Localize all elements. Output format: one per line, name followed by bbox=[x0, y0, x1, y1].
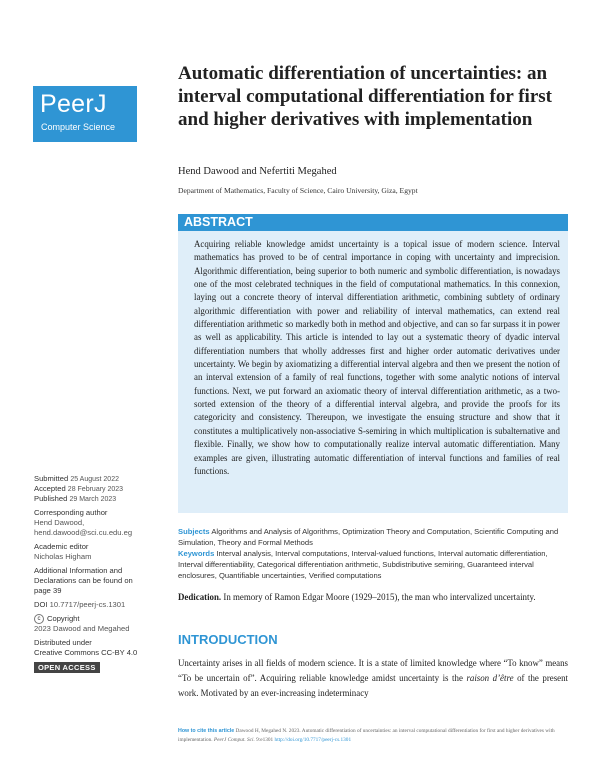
doi-link[interactable]: 10.7717/peerj-cs.1301 bbox=[49, 600, 126, 609]
citation-footer bbox=[178, 727, 573, 744]
abstract-text: Acquiring reliable knowledge amidst uncertainty is a topical issue of modern science. Interval mathematics has proved to be of central importance in coping with uncertainty and imprecision. Algorithmic differentiation, being superior to both numeric and symbolic differentiation, is nowadays one of the most celebrated techniques in the field of computational mathematics. In this connexion, laying out a concrete theory of interval differentiation arithmetic, combining subtlety of ordinary algorithmic differentiation with power and reliability of interval mathematics, can extend real differentiation arithmetic so markedly both in method and objective, and can so far surpass it in power as well as applicability. This article is intended to lay out a systematic theory of dyadic interval differentiation numbers that wholly addresses first and higher order automatic derivatives under uncertainty. We begin by axiomatizing a differential interval algebra and then we present the notion of an interval extension of a family of real functions, together with some analytic notions of interval functions. Next, we put forward an axiomatic theory of interval differentiation arithmetic, as a two-sorted extension of the theory of a differential interval algebra, and provide the proofs for its categoricity and consistency. Thereupon, we investigate the ensuing structure and show that it constitutes a multiplicatively non-associative S-semiring in which multiplication is subalternative and flexible. Finally, we show how to computationally realize interval automatic differentiation. Many examples are given, illustrating automatic differentiation of interval functions and families of real functions. bbox=[194, 239, 560, 476]
submitted-date: 25 August 2022 bbox=[70, 476, 119, 483]
additional-info-line-2: Declarations can be found on bbox=[34, 576, 133, 585]
dedication-text: In memory of Ramon Edgar Moore (1929–2015), the man who intervalized uncertainty. bbox=[223, 592, 536, 602]
academic-editor-label: Academic editor bbox=[34, 542, 89, 551]
intro-text-before: Uncertainty arises in all fields of modern science. It is a state of limited knowledge where “To know” means “To be uncertain of”. Acquiring reliable knowledge amidst uncertainty is the bbox=[178, 658, 568, 684]
logo-subtitle: Computer Science bbox=[41, 122, 116, 132]
article-title: Automatic differentiation of uncertainties: an interval computational differentiation for first and higher derivatives with implementation bbox=[178, 63, 552, 130]
keywords-line bbox=[178, 549, 568, 582]
dedication bbox=[178, 591, 568, 603]
published-date: 29 March 2023 bbox=[69, 496, 117, 503]
submitted-row bbox=[34, 474, 174, 484]
citation-doi-link[interactable]: http://doi.org/10.7717/peerj-cs.1301 bbox=[274, 736, 352, 743]
doi-row bbox=[34, 600, 174, 610]
corresponding-author-name: Hend Dawood, bbox=[34, 518, 85, 527]
article-metadata-sidebar bbox=[34, 474, 174, 673]
license-link[interactable]: Creative Commons CC-BY 4.0 bbox=[34, 648, 138, 657]
accepted-date: 28 February 2023 bbox=[67, 486, 124, 493]
additional-info-line-3[interactable]: page 39 bbox=[34, 586, 62, 595]
copyright-holders: 2023 Dawood and Megahed bbox=[34, 624, 130, 633]
intro-text-after: of the present work. Motivated by an ever-increasing indeterminacy bbox=[178, 673, 569, 699]
subjects-keywords bbox=[178, 527, 568, 582]
corresponding-author-label: Corresponding author bbox=[34, 508, 108, 517]
open-access-badge: OPEN ACCESS bbox=[34, 662, 100, 673]
citation-label: How to cite this article bbox=[178, 728, 235, 734]
accepted-row bbox=[34, 484, 174, 494]
intro-text-italic: raison d’être bbox=[466, 673, 514, 684]
author-affiliation: Department of Mathematics, Faculty of Science, Cairo University, Giza, Egypt bbox=[178, 186, 418, 195]
subjects-label: Subjects bbox=[178, 527, 210, 536]
submitted-label: Submitted bbox=[34, 474, 69, 483]
accepted-label: Accepted bbox=[34, 484, 66, 493]
keywords-label: Keywords bbox=[178, 548, 215, 558]
corresponding-author-email[interactable]: hend.dawood@sci.cu.edu.eg bbox=[34, 528, 133, 537]
copyright-label: Copyright bbox=[47, 614, 80, 623]
published-label: Published bbox=[34, 494, 68, 503]
article-authors: Hend Dawood and Nefertiti Megahed bbox=[178, 166, 337, 177]
academic-editor-name: Nicholas Higham bbox=[34, 552, 92, 561]
subjects-text: Algorithms and Analysis of Algorithms, Optimization Theory and Computation, Scientific Computing and Simulation, Theory and Formal Methods bbox=[178, 527, 559, 547]
introduction-heading: INTRODUCTION bbox=[178, 632, 278, 647]
abstract-heading: ABSTRACT bbox=[178, 214, 568, 231]
citation-article-id: 9:e1301 bbox=[256, 736, 274, 743]
introduction-text bbox=[178, 656, 568, 702]
license-line-1: Distributed under bbox=[34, 638, 92, 647]
logo-wordmark: PeerJ bbox=[40, 90, 107, 118]
copyright-row bbox=[34, 614, 174, 624]
citation-text: Dawood H, Megahed N. 2023. Automatic differentiation of uncertainties: an interval computational differentiation for first and higher derivatives with implementation. bbox=[178, 728, 555, 743]
peerj-logo[interactable] bbox=[33, 86, 137, 142]
subjects-line bbox=[178, 527, 568, 549]
dedication-label: Dedication. bbox=[178, 592, 222, 602]
keywords-text: Interval analysis, Interval computations, Interval-valued functions, Interval automatic differentiation, Interval differentiability, Categorical differentiation arithmetic, Subdistributive semiring, Guaranteed interval enclosures, Quantifiable uncertainties, Verified computations bbox=[178, 548, 548, 580]
published-row bbox=[34, 494, 174, 504]
additional-info-line-1: Additional Information and bbox=[34, 566, 123, 575]
citation-journal: PeerJ Comput. Sci. bbox=[213, 736, 255, 743]
doi-label: DOI bbox=[34, 600, 48, 609]
copyright-icon: c bbox=[34, 614, 44, 624]
